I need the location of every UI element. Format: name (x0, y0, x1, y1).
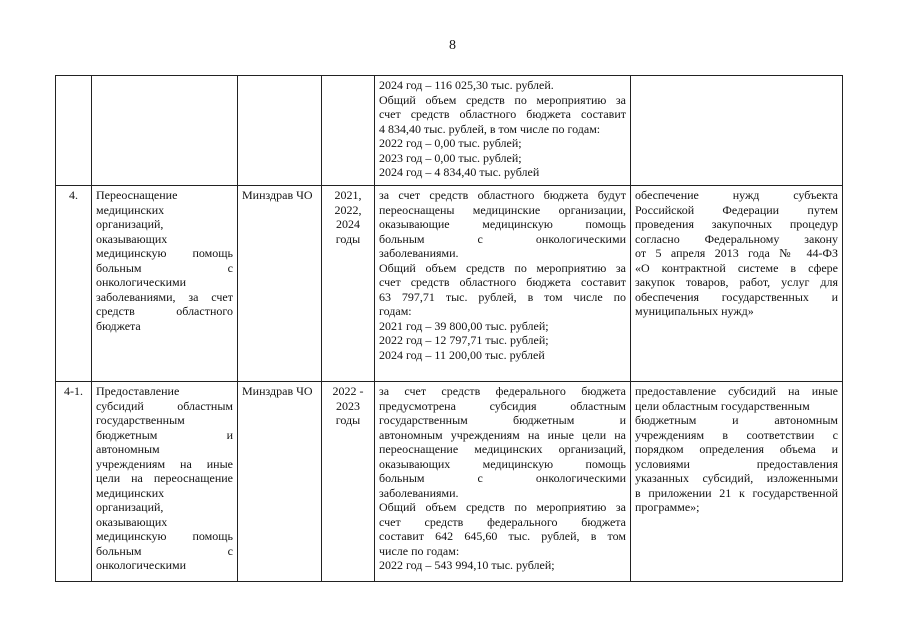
cell-text-line: учреждениям на иные (96, 456, 233, 471)
cell-text-line: порядком определения объема и (635, 442, 838, 456)
executor-cell: Минздрав ЧО (238, 382, 322, 582)
cell-text-line: больным с (96, 543, 233, 558)
row-number-cell: 4-1. (56, 382, 92, 582)
cell-text-line: проведения закупочных процедур (635, 217, 838, 231)
cell-text-line: бюджетным и (96, 427, 233, 442)
cell-text-line: счет средств областного бюджета составит (379, 275, 626, 289)
cell-text-line: от 5 апреля 2013 года № 44-ФЗ (635, 246, 838, 260)
page-number: 8 (449, 38, 456, 53)
cell-text-line: оказывающие медицинскую помощь (379, 217, 626, 231)
cell-text-line: государственным (96, 413, 185, 427)
cell-text-line: числе по годам: (379, 543, 460, 558)
expected-result-cell (631, 186, 843, 382)
years-cell (322, 382, 375, 582)
cell-text-line: переоснащены медицинские организации, (379, 202, 626, 217)
cell-text-line: медицинскую помощь (96, 246, 233, 260)
cell-text-line: предусмотрена субсидия областным (379, 398, 626, 413)
table-row-item-4 (56, 186, 843, 382)
cell-text-line: Общий объем средств по мероприятию за (379, 92, 626, 107)
cell-text-line: составит 642 645,60 тыс. рублей, в том (379, 529, 626, 543)
cell-text-line: 2024 (336, 217, 360, 231)
cell-text-line: годам: (379, 304, 412, 318)
cell-text-line: учреждениям в соответствии с (635, 427, 838, 442)
cell-text-line: 2024 год – 116 025,30 тыс. рублей. (379, 78, 554, 92)
executor-cell: Минздрав ЧО (238, 186, 322, 382)
cell-text-line: Переоснащение (96, 188, 178, 202)
cell-text-line: автономным (96, 442, 160, 456)
cell-text-line: 2022 год – 0,00 тыс. рублей; (379, 136, 522, 150)
cell-text-line: оказывающих (96, 514, 168, 529)
cell-text-line: медицинскую помощь (96, 529, 233, 543)
cell-text-line: организаций, (96, 217, 164, 231)
cell-text-line: годы (335, 413, 361, 427)
years-cell (322, 76, 375, 186)
activity-name-cell (92, 382, 238, 582)
cell-text-line: условиями предоставления (635, 456, 838, 471)
activity-name-cell (92, 186, 238, 382)
cell-text-line: 2022 - (332, 384, 364, 398)
cell-text-line: 4 834,40 тыс. рублей, в том числе по годам: (379, 121, 601, 136)
cell-text-line: 2022 год – 12 797,71 тыс. рублей; (379, 333, 549, 347)
cell-text-line: согласно Федеральному закону (635, 231, 838, 246)
cell-text-line: оказывающих медицинскую помощь (379, 456, 626, 471)
cell-text-line: муниципальных нужд» (635, 304, 754, 318)
cell-text-line: обеспечения государственных и (635, 289, 838, 304)
cell-text-line: автономным учреждениям на иные цели на (379, 427, 626, 442)
cell-text-line: средств областного (96, 304, 233, 318)
years-cell (322, 186, 375, 382)
cell-text-line: 2021 год – 39 800,00 тыс. рублей; (379, 318, 549, 333)
cell-text-line: предоставление субсидий на иные (635, 384, 838, 398)
cell-text-line: 2022, (334, 202, 362, 217)
row-number-cell: 4. (56, 186, 92, 382)
activity-name-cell (92, 76, 238, 186)
cell-text-line: онкологическими (96, 558, 187, 572)
funding-description-cell (375, 382, 631, 582)
cell-text-line: больным с онкологическими (379, 471, 626, 485)
cell-text-line: 2024 год – 4 834,40 тыс. рублей (379, 165, 540, 179)
cell-text-line: обеспечение нужд субъекта (635, 188, 838, 202)
cell-text-line: медицинских (96, 485, 165, 500)
cell-text-line: за счет средств федерального бюджета (379, 384, 626, 398)
cell-text-line: 2023 (336, 398, 360, 413)
cell-text-line: онкологическими (96, 275, 187, 289)
cell-text-line: государственным бюджетным и (379, 413, 626, 427)
cell-text-line: счет средств областного бюджета составит (379, 107, 626, 121)
cell-text-line: счет средств федерального бюджета (379, 514, 626, 529)
cell-text-line: оказывающих (96, 231, 168, 246)
table-row-item-4-1 (56, 382, 843, 582)
cell-text-line: больным с онкологическими (379, 231, 626, 246)
cell-text-line: 2023 год – 0,00 тыс. рублей; (379, 150, 522, 165)
cell-text-line: Предоставление (96, 384, 180, 398)
cell-text-line: закупок товаров, работ, услуг для (635, 275, 838, 289)
cell-text-line: цели на переоснащение (96, 471, 233, 485)
cell-text-line: больным с (96, 260, 233, 275)
cell-text-line: Общий объем средств по мероприятию за (379, 500, 626, 514)
row-number-cell (56, 76, 92, 186)
expected-result-cell (631, 76, 843, 186)
cell-text-line: Общий объем средств по мероприятию за (379, 260, 626, 275)
cell-text-line: организаций, (96, 500, 164, 514)
cell-text-line: цели областным государственным (635, 398, 810, 413)
cell-text-line: 63 797,71 тыс. рублей, в том числе по (379, 289, 626, 304)
cell-text-line: программе»; (635, 500, 700, 514)
cell-text-line: бюджета (96, 318, 141, 333)
program-activities-table (55, 75, 843, 582)
cell-text-line: 2024 год – 11 200,00 тыс. рублей (379, 347, 545, 362)
cell-text-line: 2021, (334, 188, 362, 202)
cell-text-line: годы (335, 231, 361, 246)
expected-result-cell (631, 382, 843, 582)
cell-text-line: переоснащение медицинских организаций, (379, 442, 626, 456)
cell-text-line: бюджетным и автономным (635, 413, 838, 427)
cell-text-line: за счет средств областного бюджета будут (379, 188, 626, 202)
cell-text-line: Российской Федерации путем (635, 202, 838, 217)
cell-text-line: заболеваниями, за счет (96, 289, 233, 304)
cell-text-line: субсидий областным (96, 398, 233, 413)
funding-description-cell (375, 76, 631, 186)
table-row-continuation (56, 76, 843, 186)
cell-text-line: медицинских (96, 202, 165, 217)
cell-text-line: заболеваниями. (379, 485, 459, 500)
cell-text-line: в приложении 21 к государственной (635, 485, 838, 500)
cell-text-line: «О контрактной системе в сфере (635, 260, 838, 275)
cell-text-line: указанных субсидий, изложенными (635, 471, 838, 485)
cell-text-line: заболеваниями. (379, 246, 459, 260)
executor-cell (238, 76, 322, 186)
funding-description-cell (375, 186, 631, 382)
cell-text-line: 2022 год – 543 994,10 тыс. рублей; (379, 558, 555, 572)
